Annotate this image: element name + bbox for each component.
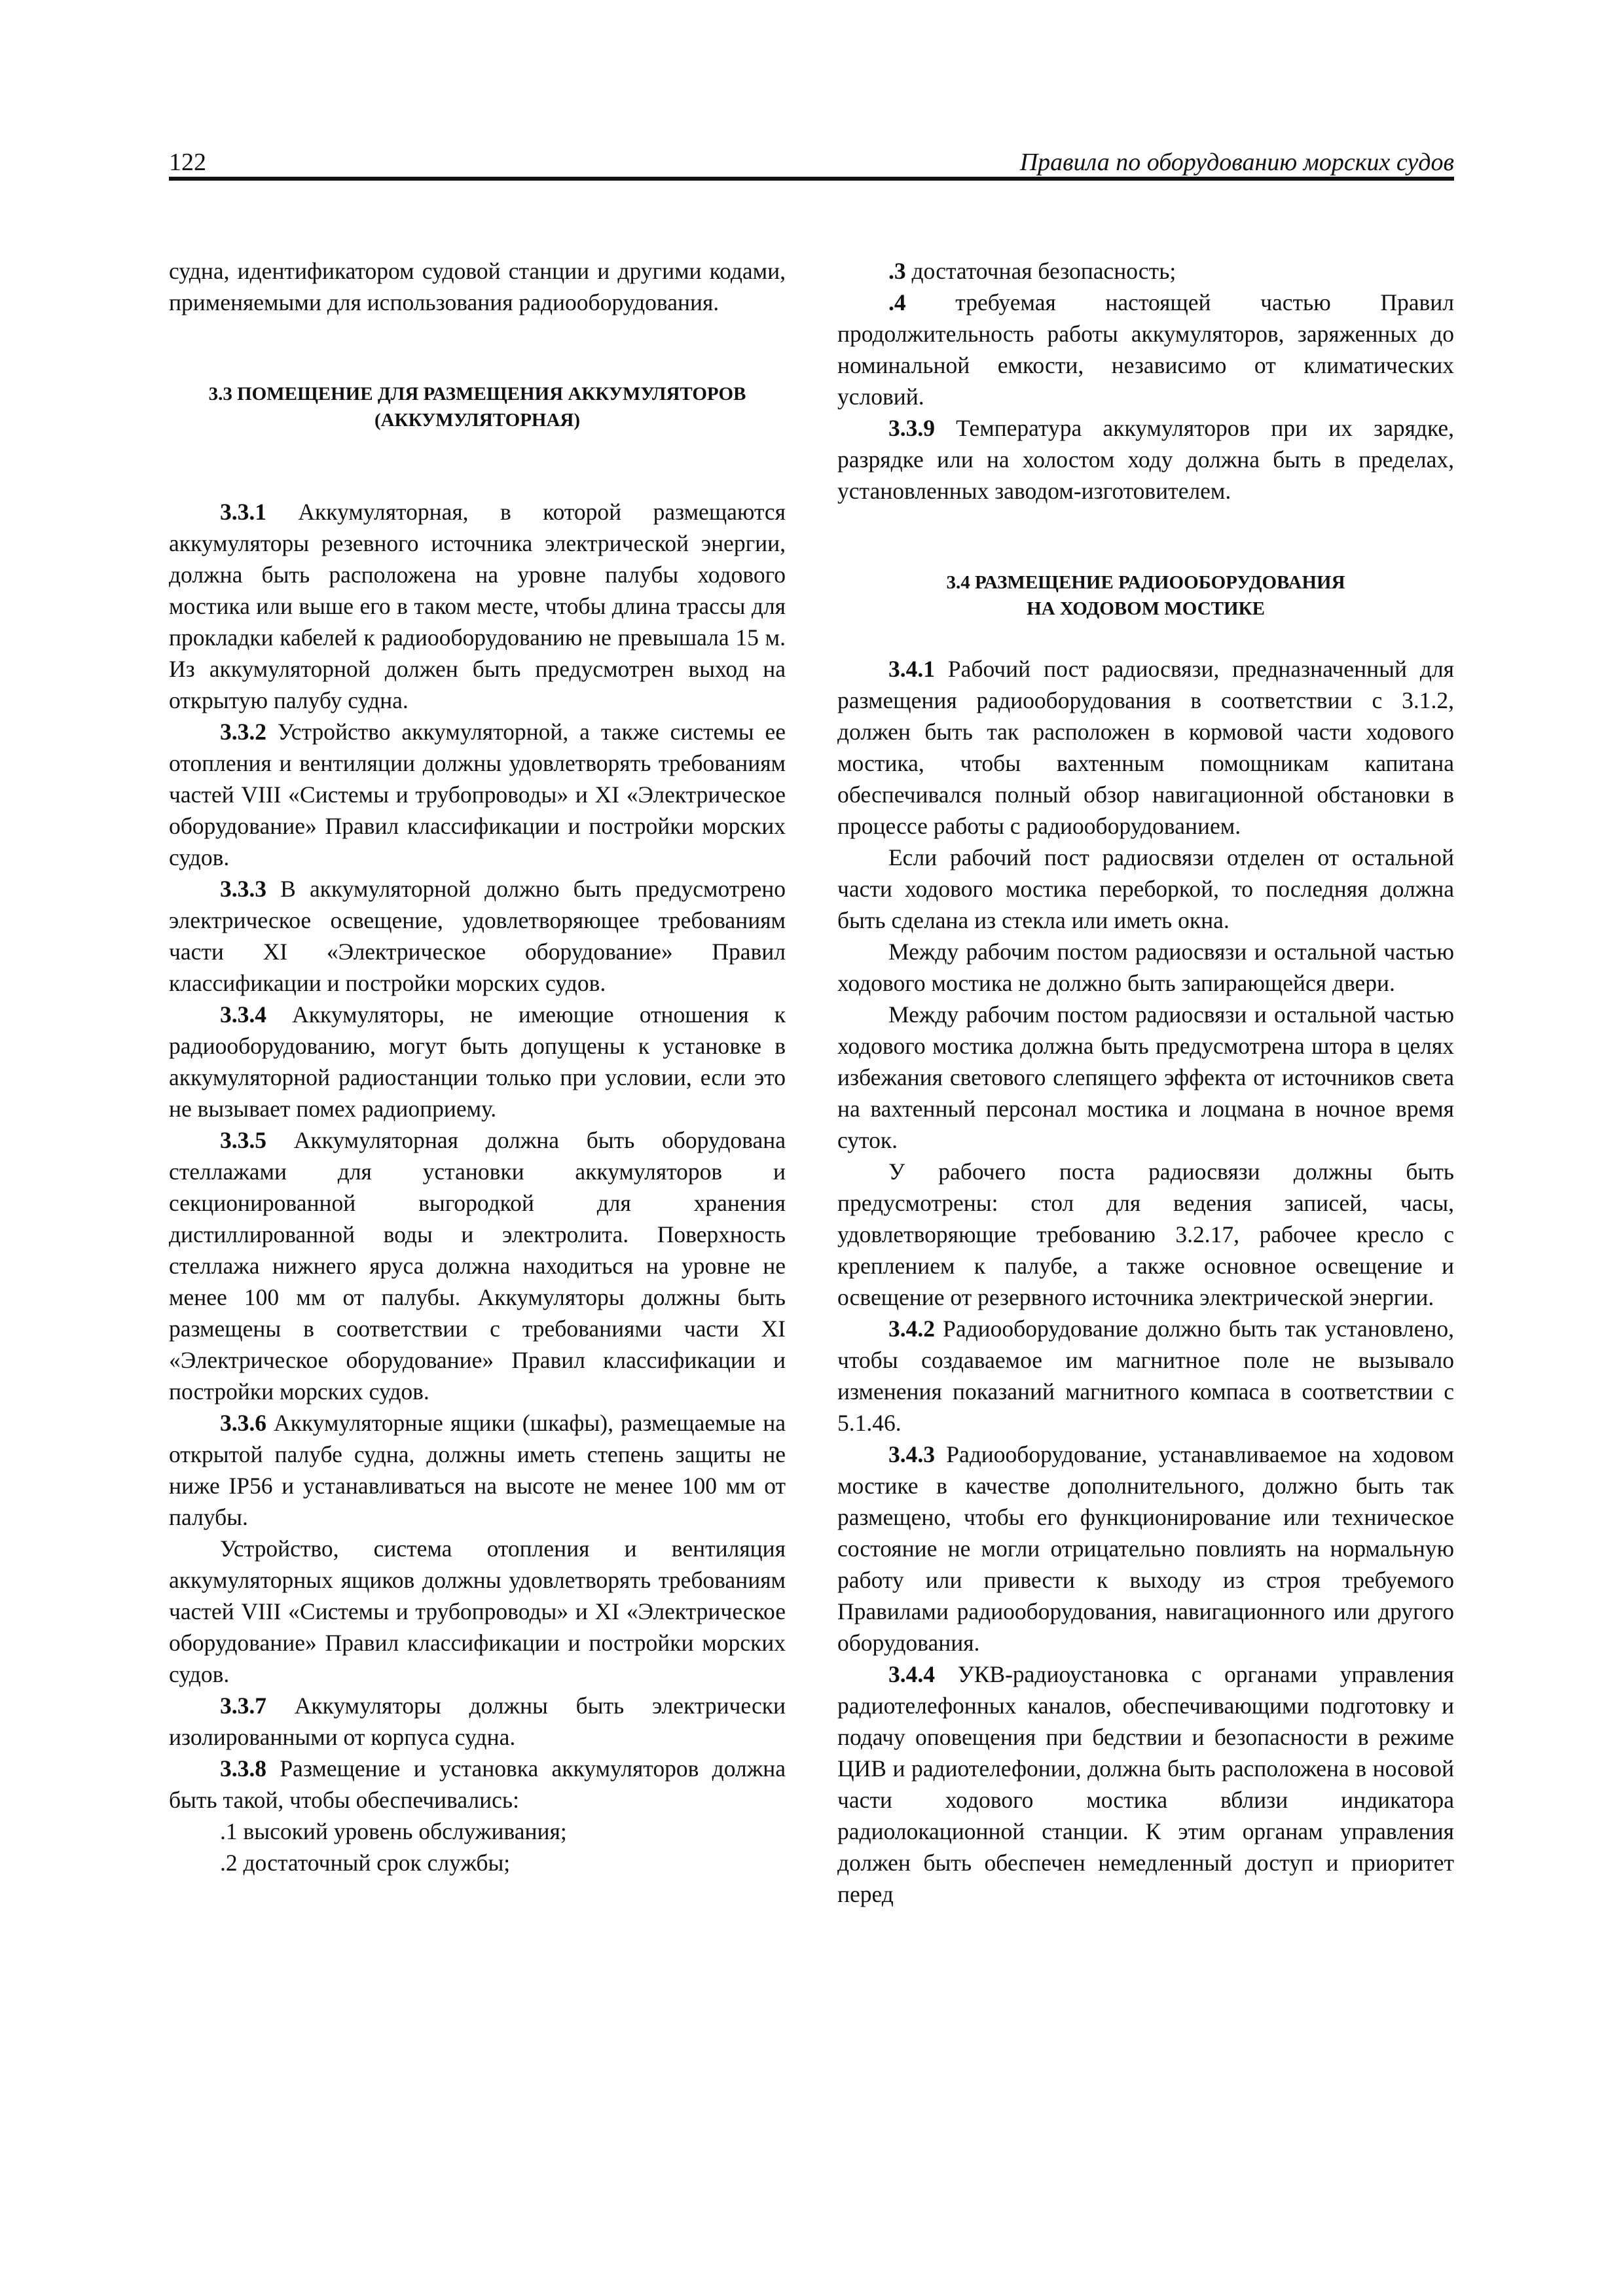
clause-number: 3.3.6 xyxy=(220,1410,266,1436)
section-3-3-heading-line1: 3.3 ПОМЕЩЕНИЕ ДЛЯ РАЗМЕЩЕНИЯ АККУМУЛЯТОРОВ xyxy=(208,384,746,404)
paragraph-3-4-3 xyxy=(837,1439,1454,1659)
paragraph-3-4-1-d: Между рабочим постом радиосвязи и остальной частью ходового мостика должна быть предусмотрена штора в целях избежания светового слепящего эффекта от источников света на вахтенный персонал мостика и лоцмана в ночное время суток. xyxy=(837,1001,1454,1153)
paragraph-text: Размещение и установка аккумуляторов должна быть такой, чтобы обеспечивались: xyxy=(169,1755,786,1813)
running-title: Правила по оборудованию морских судов xyxy=(1019,149,1454,176)
spacer xyxy=(169,433,786,496)
clause-number: 3.3.1 xyxy=(220,499,266,525)
paragraph-3-3-3 xyxy=(169,873,786,999)
paragraph-3-3-6 xyxy=(169,1407,786,1533)
paragraph-3-3-9 xyxy=(837,412,1454,507)
list-item-4 xyxy=(837,287,1454,412)
clause-number: 3.3.4 xyxy=(220,1001,266,1028)
clause-number: 3.3.8 xyxy=(220,1755,266,1782)
clause-number: 3.3.5 xyxy=(220,1127,266,1153)
paragraph-3-3-2 xyxy=(169,716,786,873)
section-3-3-heading-line2: (АККУМУЛЯТОРНАЯ) xyxy=(374,410,581,431)
page-header xyxy=(169,149,1454,175)
section-3-4-heading xyxy=(837,569,1454,622)
paragraph-3-3-4 xyxy=(169,999,786,1124)
spacer xyxy=(837,507,1454,569)
paragraph-text: Аккумуляторная должна быть оборудована стеллажами для установки аккумуляторов и секционированной выгородкой для хранения дистиллированной воды и электролита. Поверхность стеллажа нижнего яруса должна находиться на уровне не менее 100 мм от палубы. Аккумуляторы должны быть размещены в соответствии с требованиями части XI «Электрическое оборудование» Правил классификации и постройки морских судов. xyxy=(169,1127,786,1405)
paragraph-3-4-1 xyxy=(837,653,1454,842)
paragraph-text: Аккумуляторные ящики (шкафы), размещаемые на открытой палубе судна, должны иметь степень защиты не ниже IP56 и устанавливаться на высоте не менее 100 мм от палубы. xyxy=(169,1410,786,1530)
item-text: высокий уровень обслуживания; xyxy=(237,1818,567,1844)
section-3-4-heading-line2: НА ХОДОВОМ МОСТИКЕ xyxy=(1027,598,1265,619)
paragraph-text: УКВ-радиоустановка с органами управления радиотелефонных каналов, обеспечивающими подготовку и подачу оповещения при бедствии и безопасности в режиме ЦИВ и радиотелефонии, должна быть расположена в носовой части ходового мостика вблизи индикатора радиолокационной станции. К этим органам управления должен быть обеспечен немедленный доступ и приоритет перед xyxy=(837,1661,1454,1907)
paragraph-3-4-4 xyxy=(837,1659,1454,1910)
paragraph-text: Аккумуляторная, в которой размещаются аккумуляторы резевного источника электрической энергии, должна быть расположена на уровне палубы ходового мостика или выше его в таком месте, чтобы длина трассы для прокладки кабелей к радиооборудованию не превышала 15 м. Из аккумуляторной должен быть предусмотрен выход на открытую палубу судна. xyxy=(169,499,786,713)
paragraph-3-4-2 xyxy=(837,1313,1454,1439)
paragraph-3-3-7 xyxy=(169,1690,786,1753)
paragraph-3-3-6-continued: Устройство, система отопления и вентиляция аккумуляторных ящиков должны удовлетворять требованиям частей VIII «Системы и трубопроводы» и XI «Электрическое оборудование» Правил классификации и постройки морских судов. xyxy=(169,1535,786,1687)
paragraph-text: Рабочий пост радиосвязи, предназначенный для размещения радиооборудования в соответствии с 3.1.2, должен быть так расположен в кормовой части ходового мостика, чтобы вахтенным помощникам капитана обеспечивался полный обзор навигационной обстановки в процессе работы с радиооборудованием. xyxy=(837,656,1454,839)
page-number: 122 xyxy=(169,149,206,176)
item-text: достаточный срок службы; xyxy=(237,1850,511,1876)
paragraph-3-3-5 xyxy=(169,1124,786,1407)
intro-paragraph: судна, идентификатором судовой станции и другими кодами, применяемыми для использования радиооборудования. xyxy=(169,258,786,315)
header-rule xyxy=(169,177,1454,181)
paragraph-3-4-1-c: Между рабочим постом радиосвязи и остальной частью ходового мостика не должно быть запирающейся двери. xyxy=(837,939,1454,996)
item-number: .3 xyxy=(888,258,906,284)
paragraph-text: В аккумуляторной должно быть предусмотрено электрическое освещение, удовлетворяющее требованиям части XI «Электрическое оборудование» Правил классификации и постройки морских судов. xyxy=(169,876,786,996)
paragraph-3-3-1 xyxy=(169,496,786,716)
paragraph-text: Аккумуляторы, не имеющие отношения к радиооборудованию, могут быть допущены к установке в аккумуляторной радиостанции только при условии, если это не вызывает помех радиоприему. xyxy=(169,1001,786,1122)
right-column xyxy=(837,255,1454,1910)
item-number: .1 xyxy=(220,1818,238,1844)
item-number: .2 xyxy=(220,1850,238,1876)
item-number: .4 xyxy=(888,289,906,315)
clause-number: 3.3.3 xyxy=(220,876,266,902)
paragraph-text: Устройство аккумуляторной, а также системы ее отопления и вентиляции должны удовлетворять требованиям частей VIII «Системы и трубопроводы» и XI «Электрическое оборудование» Правил классификации и постройки морских судов. xyxy=(169,719,786,870)
paragraph-text: Радиооборудование, устанавливаемое на ходовом мостике в качестве дополнительного, должно быть так размещено, чтобы его функционирование или техническое состояние не могли отрицательно повлиять на нормальную работу или привести к выходу из строя требуемого Правилами радиооборудования, навигационного или другого оборудования. xyxy=(837,1441,1454,1656)
item-text: достаточная безопасность; xyxy=(905,258,1176,284)
section-3-3-heading xyxy=(169,381,786,433)
list-item-1 xyxy=(169,1816,786,1847)
clause-number: 3.4.3 xyxy=(888,1441,935,1467)
left-column xyxy=(169,255,786,1878)
paragraph-3-4-1-e: У рабочего поста радиосвязи должны быть предусмотрены: стол для ведения записей, часы, удовлетворяющие требованию 3.2.17, рабочее кресло с креплением к палубе, а также основное освещение и освещение от резервного источника электрической энергии. xyxy=(837,1158,1454,1310)
spacer xyxy=(837,622,1454,653)
list-item-3 xyxy=(837,255,1454,287)
clause-number: 3.4.4 xyxy=(888,1661,935,1687)
clause-number: 3.4.2 xyxy=(888,1316,935,1342)
clause-number: 3.3.2 xyxy=(220,719,266,745)
clause-number: 3.3.9 xyxy=(888,415,935,441)
clause-number: 3.4.1 xyxy=(888,656,935,682)
list-item-2 xyxy=(169,1847,786,1878)
item-text: требуемая настоящей частью Правил продолжительность работы аккумуляторов, заряженных до номинальной емкости, независимо от климатических условий. xyxy=(837,289,1454,410)
paragraph-text: Аккумуляторы должны быть электрически изолированными от корпуса судна. xyxy=(169,1693,786,1750)
paragraph-text: Температура аккумуляторов при их зарядке, разрядке или на холостом ходу должна быть в пределах, установленных заводом-изготовителем. xyxy=(837,415,1454,504)
section-3-4-heading-line1: 3.4 РАЗМЕЩЕНИЕ РАДИООБОРУДОВАНИЯ xyxy=(946,572,1345,593)
paragraph-3-3-8 xyxy=(169,1753,786,1816)
paragraph-text: Радиооборудование должно быть так установлено, чтобы создаваемое им магнитное поле не вызывало изменения показаний магнитного компаса в соответствии с 5.1.46. xyxy=(837,1316,1454,1436)
paragraph-3-4-1-b: Если рабочий пост радиосвязи отделен от остальной части ходового мостика переборкой, то последняя должна быть сделана из стекла или иметь окна. xyxy=(837,844,1454,933)
clause-number: 3.3.7 xyxy=(220,1693,266,1719)
spacer xyxy=(169,318,786,381)
